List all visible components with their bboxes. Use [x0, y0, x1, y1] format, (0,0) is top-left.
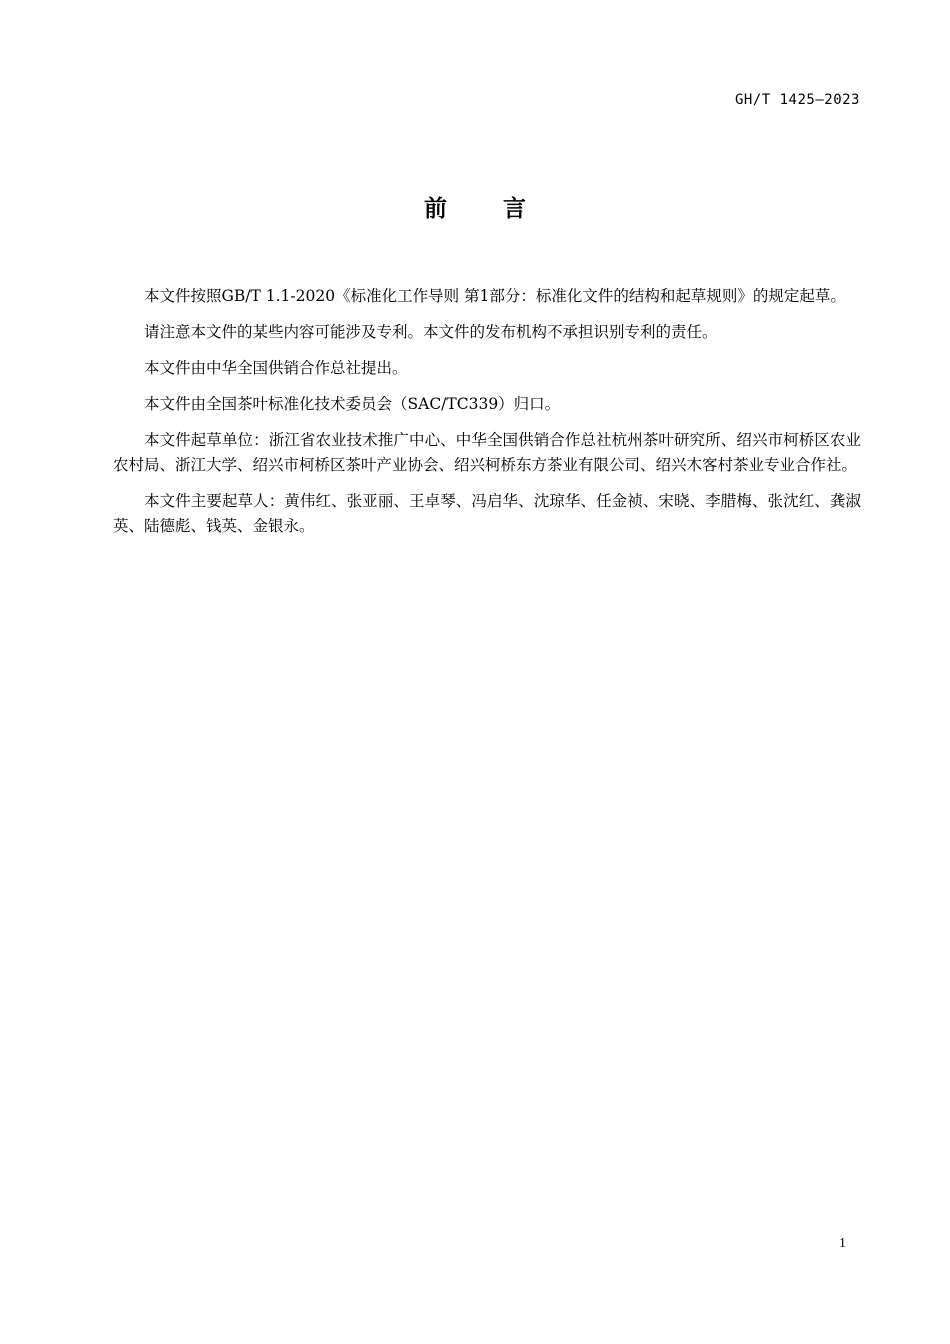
page-number: 1 [839, 1236, 846, 1251]
document-code: GH/T 1425—2023 [734, 92, 860, 108]
preface-body [113, 284, 861, 550]
paragraph-patent-notice: 请注意本文件的某些内容可能涉及专利。本文件的发布机构不承担识别专利的责任。 [144, 323, 718, 341]
page-title: 前 言 [423, 196, 550, 222]
paragraph-proposer: 本文件由中华全国供销合作总社提出。 [144, 359, 408, 377]
paragraph-drafting-units: 本文件起草单位：浙江省农业技术推广中心、中华全国供销合作总社杭州茶叶研究所、绍兴市柯桥区农业农村局、浙江大学、绍兴市柯桥区茶叶产业协会、绍兴柯桥东方茶业有限公司、绍兴木客村茶业专业合作社。 [113, 431, 861, 474]
paragraph-centralized-unit: 本文件由全国茶叶标准化技术委员会（SAC/TC339）归口。 [144, 395, 561, 413]
paragraph-drafting-rules: 本文件按照GB/T 1.1-2020《标准化工作导则 第1部分：标准化文件的结构和起草规则》的规定起草。 [144, 287, 846, 305]
paragraph-drafters: 本文件主要起草人：黄伟红、张亚丽、王卓琴、冯启华、沈琼华、任金祯、宋晓、李腊梅、张沈红、龚淑英、陆德彪、钱英、金银永。 [113, 492, 861, 535]
